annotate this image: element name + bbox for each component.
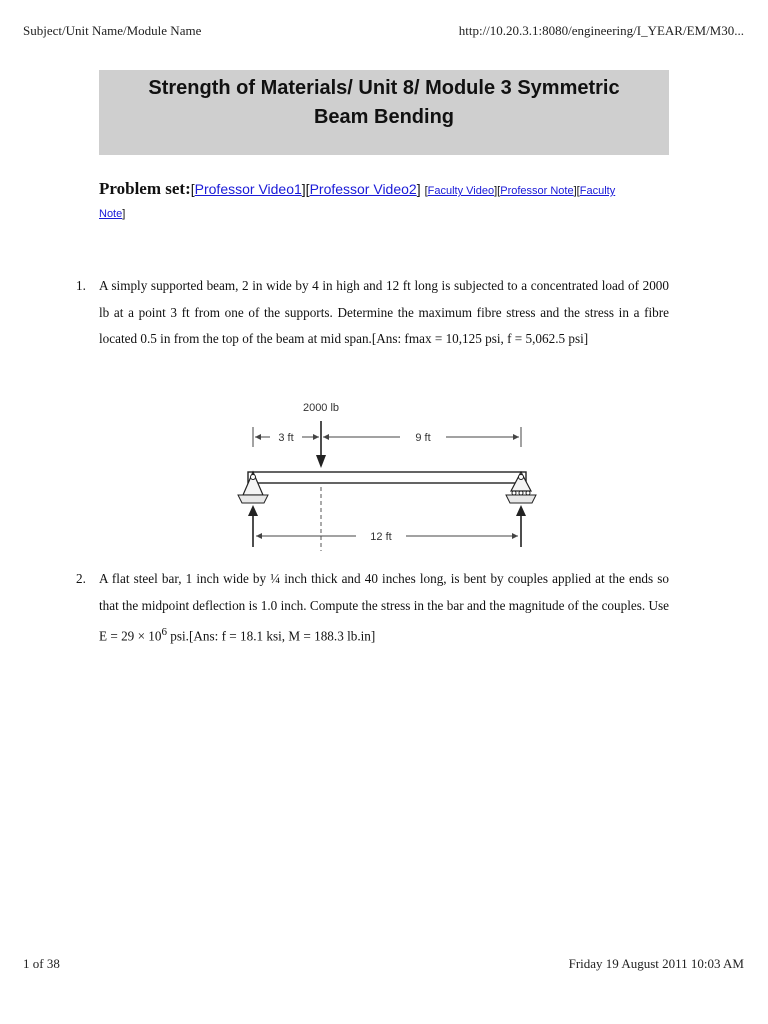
problem-1	[76, 273, 669, 353]
professor-video2-link[interactable]: Professor Video2	[309, 181, 417, 197]
right-span-label: 9 ft	[415, 432, 431, 444]
total-span-label: 12 ft	[370, 531, 392, 543]
problem-2-exponent: 6	[161, 626, 167, 638]
header-url[interactable]: http://10.20.3.1:8080/engineering/I_YEAR/EM/M30...	[458, 23, 744, 38]
problem-2-number: 2.	[76, 571, 86, 586]
problem-1-text: A simply supported beam, 2 in wide by 4 in high and 12 ft long is subjected to a concentrated load of 2000 lb at a point 3 ft from one of the supports. Determine the maximum fibre stress and the stress in a fibre located 0.5 in from the top of the beam at mid span.[Ans: fmax = 10,125 psi, f = 5,062.5 psi]	[99, 278, 669, 346]
page-count: 1 of 38	[23, 956, 60, 971]
faculty-note-link[interactable]: Faculty Note	[99, 185, 616, 220]
beam-diagram	[230, 395, 540, 560]
problem-2-text: A flat steel bar, 1 inch wide by ¼ inch thick and 40 inches long, is bent by couples applied at the ends so that the midpoint deflection is 1.0 inch. Compute the stress in the bar and the magnitude of the couples. Use E = 29 × 10	[99, 571, 669, 644]
header-left-text: Subject/Unit Name/Module Name	[23, 23, 202, 38]
problem-1-number: 1.	[76, 278, 86, 293]
professor-note-link[interactable]: Professor Note	[500, 185, 574, 197]
beam	[248, 472, 526, 483]
problem-2-text-end: psi.[Ans: f = 18.1 ksi, M = 188.3 lb.in]	[167, 628, 376, 644]
faculty-video-link[interactable]: Faculty Video	[427, 185, 495, 197]
problem-set-links: Problem set:[Professor Video1][Professor Video2] [Faculty Video][Professor Note][Faculty Note]	[99, 179, 616, 220]
page-title-line1: Strength of Materials/ Unit 8/ Module 3 Symmetric	[148, 77, 620, 99]
title-banner	[99, 70, 669, 155]
load-arrow-head	[316, 455, 326, 468]
problem-2	[76, 566, 669, 650]
page-title-line2: Beam Bending	[313, 106, 455, 128]
professor-video1-link[interactable]: Professor Video1	[194, 181, 302, 197]
load-label: 2000 lb	[302, 402, 340, 414]
problem-set-label: Problem set:	[99, 179, 191, 198]
left-span-label: 3 ft	[278, 432, 294, 444]
footer-datetime: Friday 19 August 2011 10:03 AM	[568, 956, 744, 971]
beam-diagram-svg	[230, 395, 540, 555]
